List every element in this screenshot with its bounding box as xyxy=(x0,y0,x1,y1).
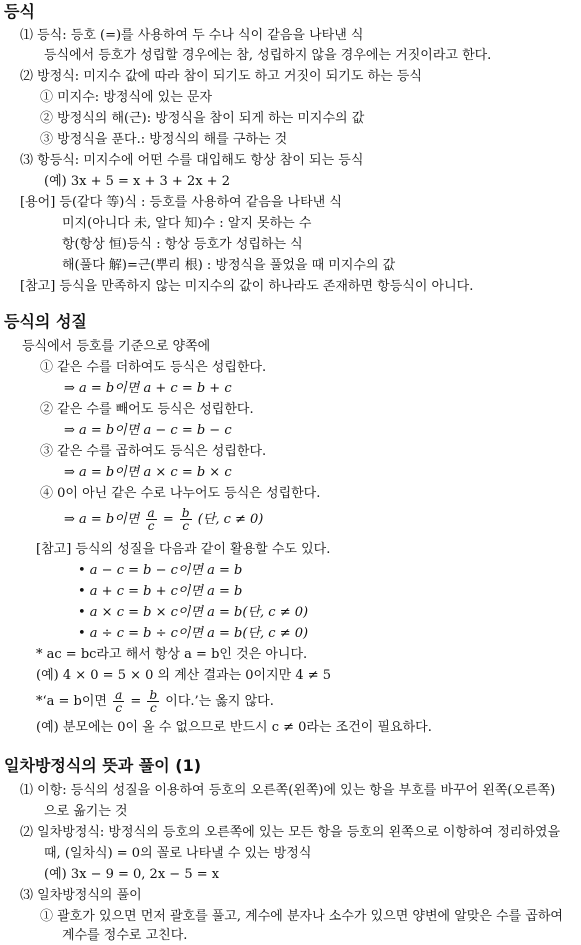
text-line: 미지(아니다 未, 알다 知)수 : 알지 못하는 수 xyxy=(62,216,312,231)
text-line: ② 방정식의 해(근): 방정식을 참이 되게 하는 미지수의 값 xyxy=(40,111,365,126)
text-line: * ac = bc라고 해서 항상 a = b인 것은 아니다. xyxy=(36,647,308,662)
text-line: ⑵ 일차방정식: 방정식의 등호의 오른쪽에 있는 모든 항을 등호의 왼쪽으로 이항하여 정리하였을 xyxy=(20,825,561,840)
text-line: ② 같은 수를 빼어도 등식은 성립한다. xyxy=(40,402,254,417)
text-line: ④ 0이 아닌 같은 수로 나누어도 등식은 성립한다. xyxy=(40,486,321,501)
text-line: (예) 분모에는 0이 올 수 없으므로 반드시 c ≠ 0라는 조건이 필요하다. xyxy=(36,720,432,735)
text-line: [참고] 등식의 성질을 다음과 같이 활용할 수도 있다. xyxy=(36,542,331,557)
text-line: 등식에서 등호가 성립할 경우에는 참, 성립하지 않을 경우에는 거짓이라고 한다. xyxy=(44,48,492,63)
numerator: a xyxy=(115,688,123,702)
formula-line: ⇒ a = b이면 a − c = b − c xyxy=(64,423,232,438)
text-line: (예) 4 × 0 = 5 × 0 의 계산 결과는 0이지만 4 ≠ 5 xyxy=(36,668,332,683)
denominator: c xyxy=(115,701,123,715)
denominator: c xyxy=(147,519,155,533)
section-title-linear-equation: 일차방정식의 뜻과 풀이 (1) xyxy=(4,756,202,775)
text-line: ⑶ 항등식: 미지수에 어떤 수를 대입해도 항상 참이 되는 등식 xyxy=(20,153,364,168)
text-line: (예) 3x − 9 = 0, 2x − 5 = x xyxy=(44,867,220,882)
bullet-item: • a + c = b + c이면 a = b xyxy=(78,584,243,599)
equals-sign: = xyxy=(130,694,142,709)
text-line: ⑶ 일차방정식의 풀이 xyxy=(20,888,142,903)
text-line: ① 같은 수를 더하여도 등식은 성립한다. xyxy=(40,360,267,375)
text-line: ⑴ 이항: 등식의 성질을 이용하여 등호의 오른쪽(왼쪽)에 있는 항을 부호를 바꾸어 왼쪽(오른쪽) xyxy=(20,783,556,798)
section-title-equality: 등식 xyxy=(4,2,35,21)
numerator: b xyxy=(181,506,190,520)
text-line: ① 괄호가 있으면 먼저 괄호를 풀고, 계수에 분자나 소수가 있으면 양변에 알맞은 수를 곱하여 xyxy=(40,909,563,924)
text-line: 항(항상 恒)등식 : 항상 등호가 성립하는 식 xyxy=(62,237,303,252)
bullet-item: • a − c = b − c이면 a = b xyxy=(78,563,243,578)
text-line: 계수를 정수로 고친다. xyxy=(62,928,188,943)
fraction xyxy=(147,689,159,714)
text-line: [참고] 등식을 만족하지 않는 미지수의 값이 하나라도 존재하면 항등식이 아니다. xyxy=(20,279,474,294)
numerator: b xyxy=(149,688,158,702)
text-line: [용어] 등(같다 等)식 : 등호를 사용하여 같음을 나타낸 식 xyxy=(20,195,342,210)
bullet-item: • a ÷ c = b ÷ c이면 a = b(단, c ≠ 0) xyxy=(78,626,309,641)
numerator: a xyxy=(147,506,155,520)
formula-suffix: 이다.’는 옳지 않다. xyxy=(165,694,274,709)
formula-line-fraction xyxy=(64,506,263,534)
text-line: ① 미지수: 방정식에 있는 문자 xyxy=(40,90,213,105)
text-line: 으로 옮기는 것 xyxy=(44,804,128,819)
formula-prefix: *‘a = b이면 xyxy=(36,694,107,709)
text-line: 때, (일차식) = 0의 꼴로 나타낼 수 있는 방정식 xyxy=(44,846,312,861)
text-line: ⑴ 등식: 등호 (=)를 사용하여 두 수나 식이 같음을 나타낸 식 xyxy=(20,28,364,43)
formula-line-fraction xyxy=(36,688,274,716)
text-line: ③ 같은 수를 곱하여도 등식은 성립한다. xyxy=(40,444,267,459)
text-line: 해(풀다 解)=근(뿌리 根) : 방정식을 풀었을 때 미지수의 값 xyxy=(62,258,396,273)
formula-line: ⇒ a = b이면 a × c = b × c xyxy=(64,465,232,480)
formula-prefix: ⇒ a = b이면 xyxy=(64,512,140,527)
fraction xyxy=(180,507,192,532)
text-line: ⑵ 방정식: 미지수 값에 따라 참이 되기도 하고 거짓이 되기도 하는 등식 xyxy=(20,69,422,84)
denominator: c xyxy=(182,519,190,533)
denominator: c xyxy=(149,701,157,715)
fraction xyxy=(113,689,124,714)
text-line: 등식에서 등호를 기준으로 양쪽에 xyxy=(22,339,211,354)
section-title-properties: 등식의 성질 xyxy=(4,312,87,331)
formula-line: ⇒ a = b이면 a + c = b + c xyxy=(64,381,232,396)
formula-suffix: (단, c ≠ 0) xyxy=(197,512,264,527)
text-line: ③ 방정식을 푼다.: 방정식의 해를 구하는 것 xyxy=(40,132,288,147)
fraction xyxy=(146,507,157,532)
equals-sign: = xyxy=(162,512,174,527)
text-line: (예) 3x + 5 = x + 3 + 2x + 2 xyxy=(44,174,230,189)
bullet-item: • a × c = b × c이면 a = b(단, c ≠ 0) xyxy=(78,605,309,620)
